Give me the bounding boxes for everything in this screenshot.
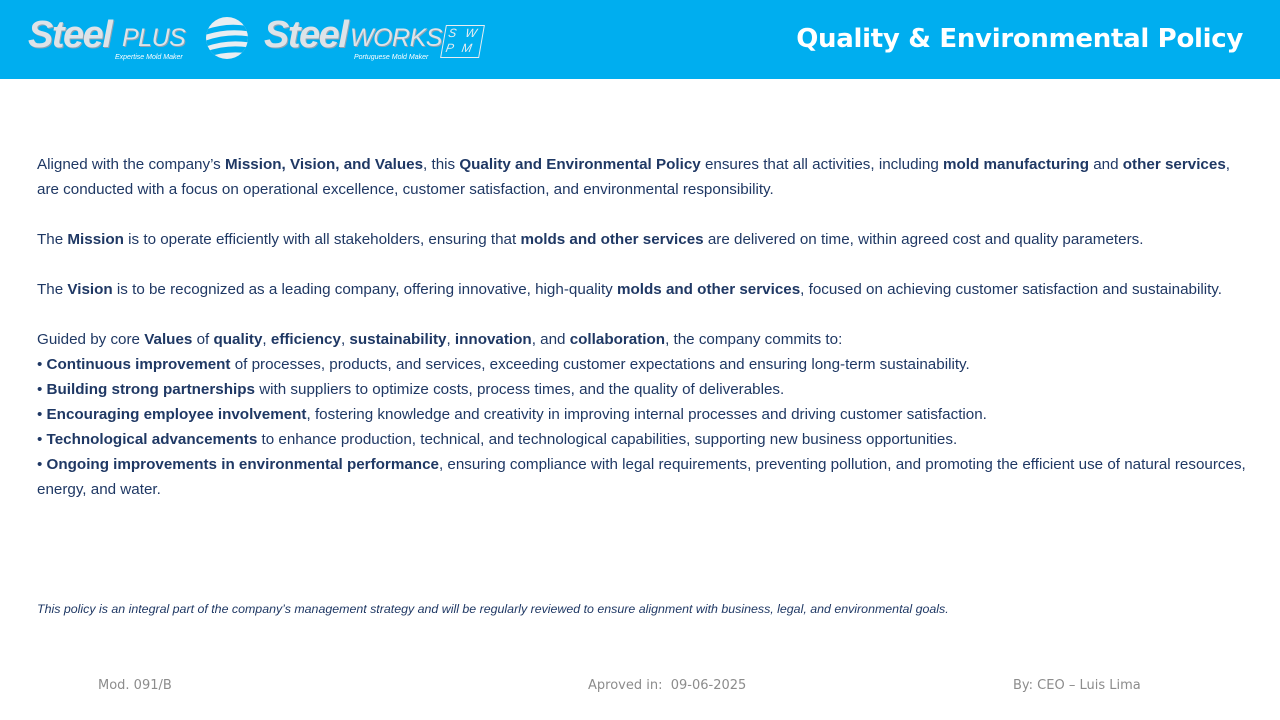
commitment-text: , fostering knowledge and creativity in improving internal processes and driving customer satisfaction.	[306, 406, 987, 423]
commitment-item	[37, 352, 1247, 377]
values-paragraph	[37, 327, 1247, 352]
commitment-item	[37, 377, 1247, 402]
vision-text-2: is to be recognized as a leading company, offering innovative, high-quality	[112, 281, 617, 298]
intro-bold-mold: mold manufacturing	[943, 156, 1089, 173]
values-bold-innovation: innovation	[454, 331, 532, 348]
vision-paragraph	[37, 277, 1247, 302]
intro-text-1: Aligned with the company’s	[37, 156, 225, 173]
values-bold-sustainability: sustainability	[349, 331, 447, 348]
striped-globe-icon	[204, 15, 250, 61]
bullet-marker: •	[37, 431, 47, 448]
commitment-bold: Encouraging employee involvement	[46, 406, 307, 423]
values-text-5: ,	[446, 331, 455, 348]
bullet-marker: •	[37, 406, 47, 423]
values-bold-values: Values	[144, 331, 193, 348]
steelworks-logo-brand: Steel	[264, 14, 348, 56]
vision-text-3: , focused on achieving customer satisfaction and sustainability.	[800, 281, 1222, 298]
values-bold-efficiency: efficiency	[270, 331, 341, 348]
values-text-1: Guided by core	[37, 331, 145, 348]
commitment-item	[37, 452, 1247, 502]
vision-bold-1: Vision	[67, 281, 113, 298]
intro-paragraph	[37, 152, 1247, 202]
values-text-6: , and	[531, 331, 570, 348]
policy-footnote: This policy is an integral part of the company’s management strategy and will be regularly reviewed to ensure alignment with business, legal, and environmental goals.	[37, 602, 949, 616]
commitment-text: of processes, products, and services, exceeding customer expectations and ensuring long-term sustainability.	[230, 356, 970, 373]
commitment-bold: Ongoing improvements in environmental performance	[46, 456, 439, 473]
steelplus-logo-brand: Steel	[28, 14, 112, 56]
policy-body	[37, 152, 1247, 502]
values-bold-quality: quality	[213, 331, 263, 348]
values-text-3: ,	[262, 331, 271, 348]
intro-text-4: and	[1088, 156, 1123, 173]
vision-bold-2: molds and other services	[617, 281, 801, 298]
mission-bold-1: Mission	[67, 231, 124, 248]
commitment-bold: Technological advancements	[46, 431, 258, 448]
swpm-badge-s: S	[447, 26, 458, 40]
commitment-text: with suppliers to optimize costs, process times, and the quality of deliverables.	[254, 381, 785, 398]
steelworks-logo-sub: WORKS	[350, 24, 442, 52]
mission-text-1: The	[37, 231, 68, 248]
intro-text-3: ensures that all activities, including	[700, 156, 943, 173]
mission-bold-2: molds and other services	[520, 231, 704, 248]
intro-bold-mvv: Mission, Vision, and Values	[224, 156, 424, 173]
commitment-item	[37, 402, 1247, 427]
swpm-badge-p: P	[444, 41, 456, 55]
intro-text-2: , this	[423, 156, 460, 173]
values-text-7: , the company commits to:	[665, 331, 843, 348]
mission-text-2: is to operate efficiently with all stakeholders, ensuring that	[123, 231, 521, 248]
values-bold-collaboration: collaboration	[569, 331, 666, 348]
commitment-item	[37, 427, 1247, 452]
commitment-bold: Building strong partnerships	[46, 381, 255, 398]
values-text-4: ,	[340, 331, 350, 348]
mission-paragraph	[37, 227, 1247, 252]
page-title: Quality & Environmental Policy	[796, 24, 1243, 54]
swpm-badge-m: M	[460, 41, 474, 55]
footer-model: Mod. 091/B	[98, 678, 172, 693]
vision-text-1: The	[37, 281, 68, 298]
header-bar	[0, 0, 1280, 79]
values-text-2: of	[192, 331, 214, 348]
commitment-text: , ensuring compliance with legal requirements, preventing pollution, and promoting the efficient use of natural resources, energy, and water.	[37, 456, 1246, 498]
steelplus-logo-sub: PLUS	[122, 24, 186, 52]
footer-author: By: CEO – Luis Lima	[1013, 678, 1141, 693]
swpm-badge-w: W	[464, 26, 479, 40]
commitment-text: to enhance production, technical, and technological capabilities, supporting new business opportunities.	[257, 431, 958, 448]
swpm-badge	[440, 25, 485, 58]
intro-bold-policy: Quality and Environmental Policy	[459, 156, 701, 173]
footer-approved-date: Aproved in: 09-06-2025	[588, 678, 747, 693]
mission-text-3: are delivered on time, within agreed cost and quality parameters.	[703, 231, 1144, 248]
intro-text-5: , are conducted with a focus on operational excellence, customer satisfaction, and environmental responsibility.	[37, 156, 1230, 198]
commitment-bold: Continuous improvement	[46, 356, 231, 373]
steelplus-logo-tagline: Expertise Mold Maker	[115, 54, 183, 61]
bullet-marker: •	[37, 456, 47, 473]
intro-bold-services: other services	[1122, 156, 1226, 173]
bullet-marker: •	[37, 381, 47, 398]
steelworks-logo-tagline: Portuguese Mold Maker	[354, 54, 429, 61]
bullet-marker: •	[37, 356, 47, 373]
